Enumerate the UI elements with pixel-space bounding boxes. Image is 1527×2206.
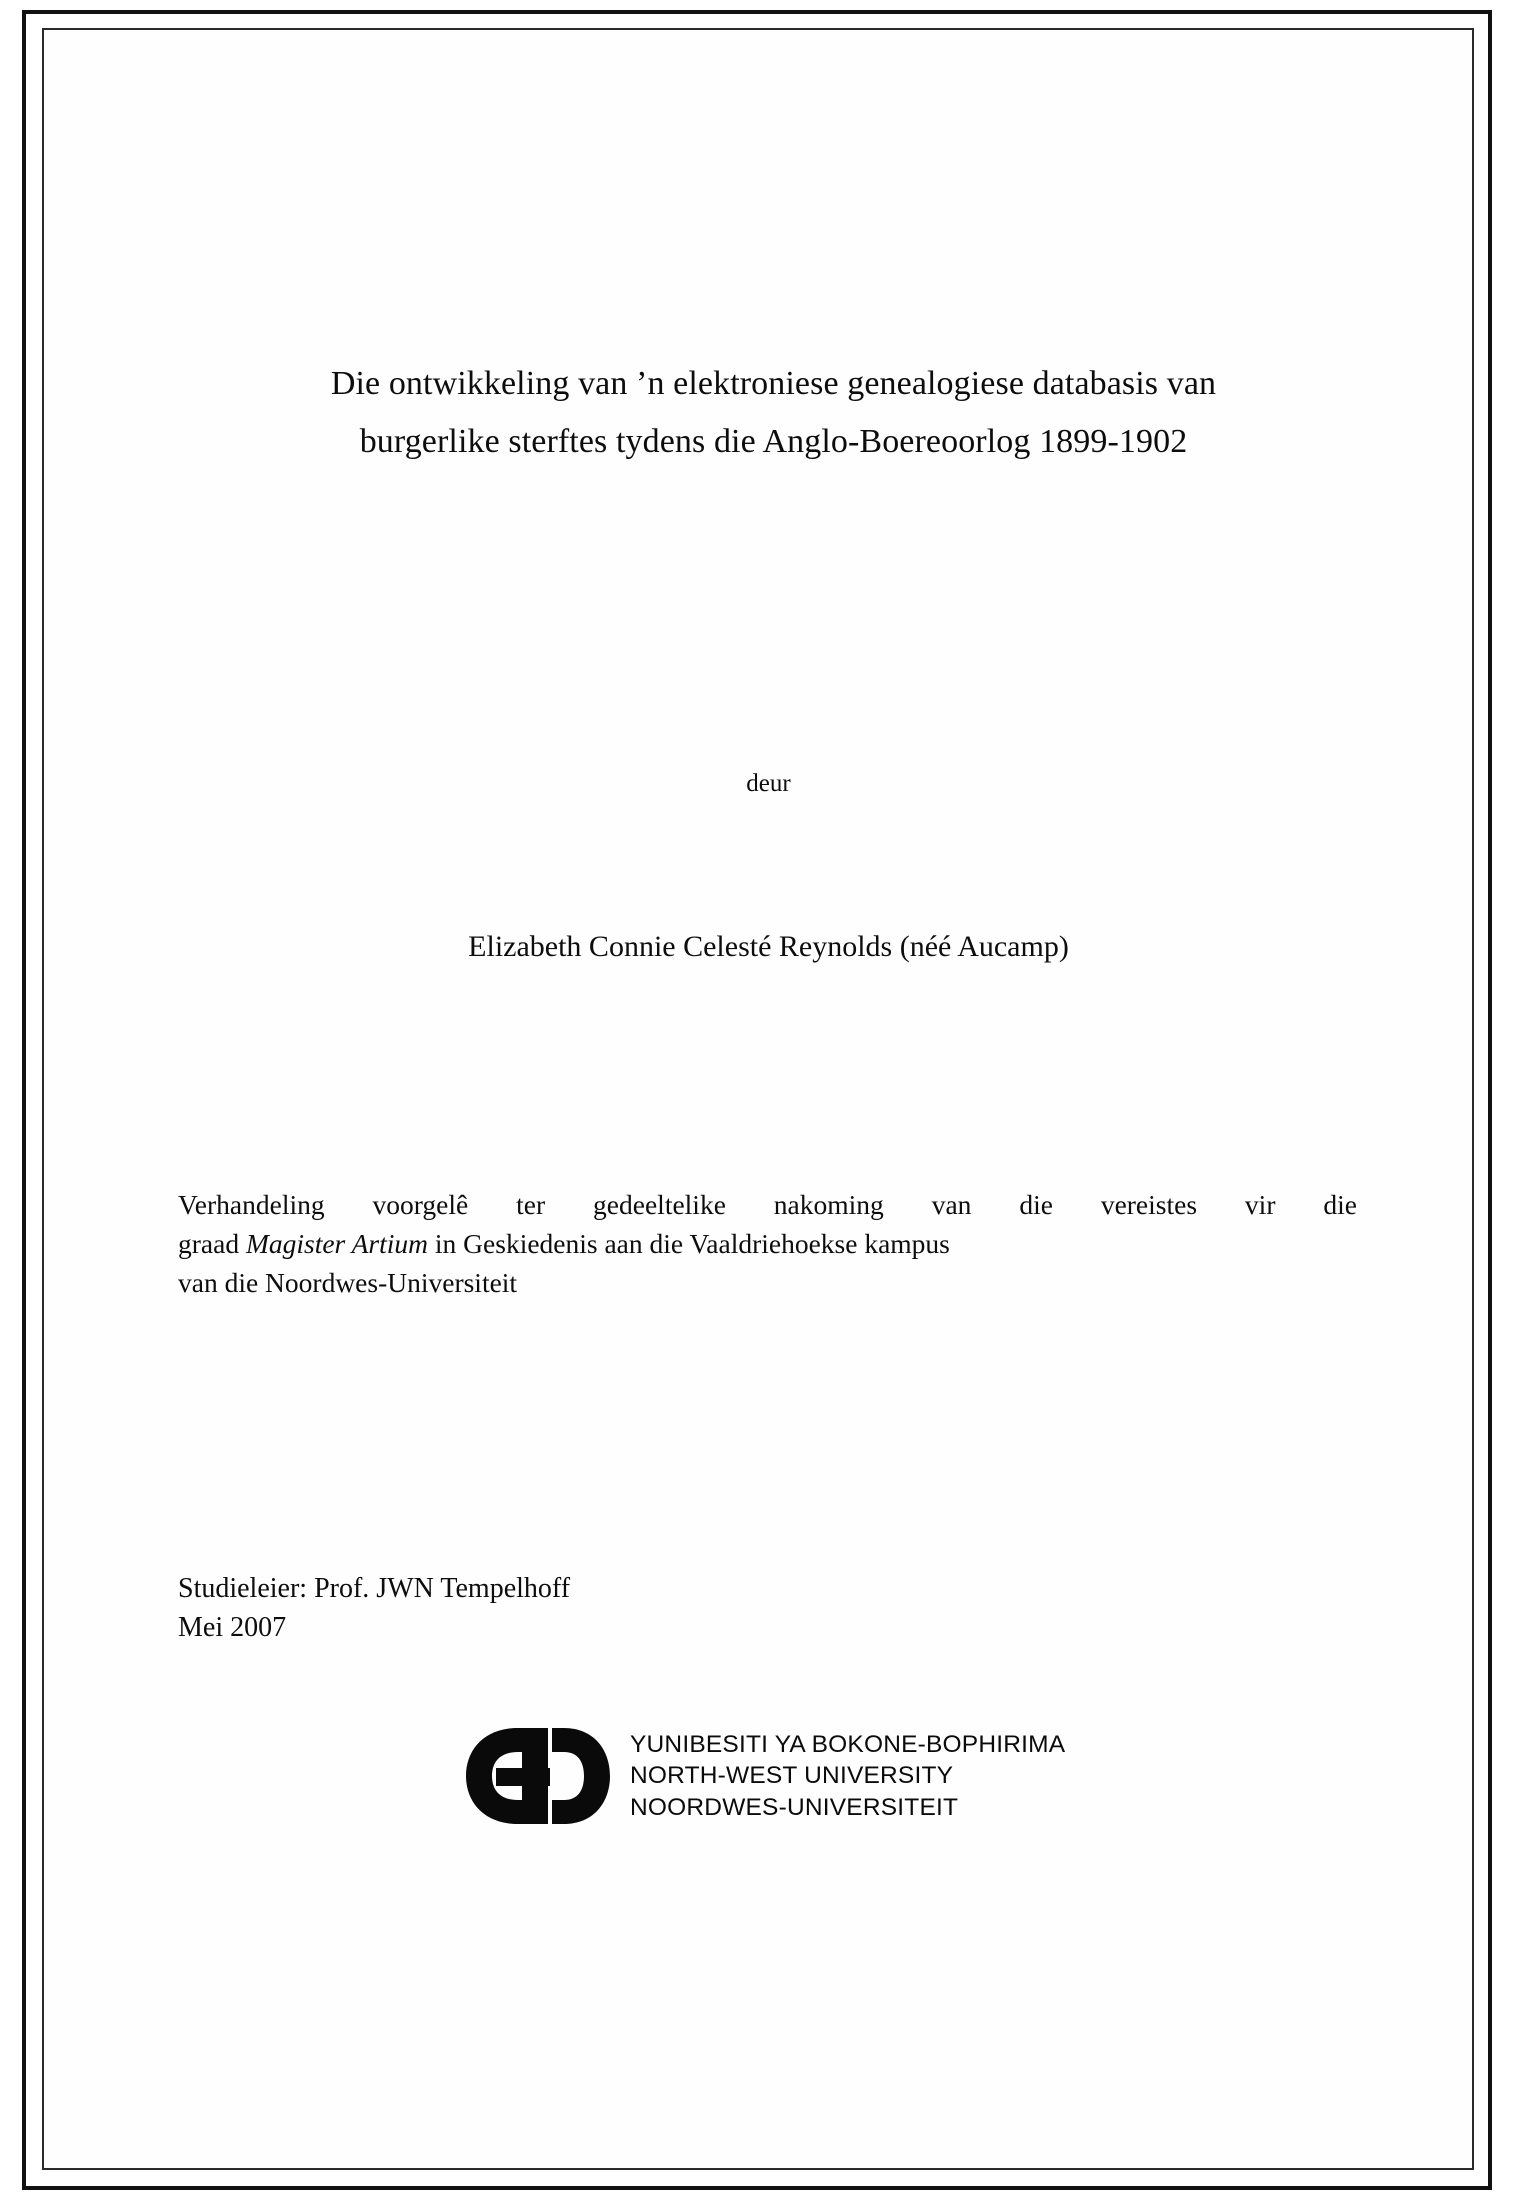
title-line-1: Die ontwikkeling van ’n elektroniese genealogiese databasis van (330, 365, 1217, 402)
logo-line-1: YUNIBESITI YA BOKONE-BOPHIRIMA (630, 1731, 1066, 1759)
university-logo (460, 1722, 1065, 1830)
author-name: Elizabeth Connie Celesté Reynolds (néé Aucamp) (468, 930, 1069, 963)
degree-statement-line-3: van die Noordwes-Universiteit (178, 1267, 518, 1299)
logo-line-2: NORTH-WEST UNIVERSITY (630, 1762, 954, 1790)
by-label: deur (746, 770, 791, 797)
supervisor-line: Studieleier: Prof. JWN Tempelhoff (178, 1573, 571, 1604)
nwu-logo-icon (460, 1722, 620, 1830)
degree-statement (178, 1185, 1357, 1302)
degree-statement-line-2 (178, 1224, 1357, 1263)
university-logo-text (630, 1729, 1065, 1822)
title-page-content (130, 0, 1407, 2206)
degree-statement-line-1: Verhandeling voorgelê ter gedeeltelike nakoming van die vereistes vir die (178, 1189, 1357, 1220)
page-title (185, 355, 1362, 472)
title-line-2: burgerlike sterftes tydens die Anglo-Boereoorlog 1899-1902 (359, 423, 1188, 461)
degree-statement-line-2-prefix: graad (178, 1228, 246, 1260)
logo-line-3: NOORDWES-UNIVERSITEIT (630, 1793, 959, 1821)
degree-name: Magister Artium (245, 1228, 429, 1260)
date-line: Mei 2007 (178, 1612, 287, 1643)
degree-statement-line-2-suffix: in Geskiedenis aan die Vaaldriehoekse kampus (428, 1228, 950, 1260)
